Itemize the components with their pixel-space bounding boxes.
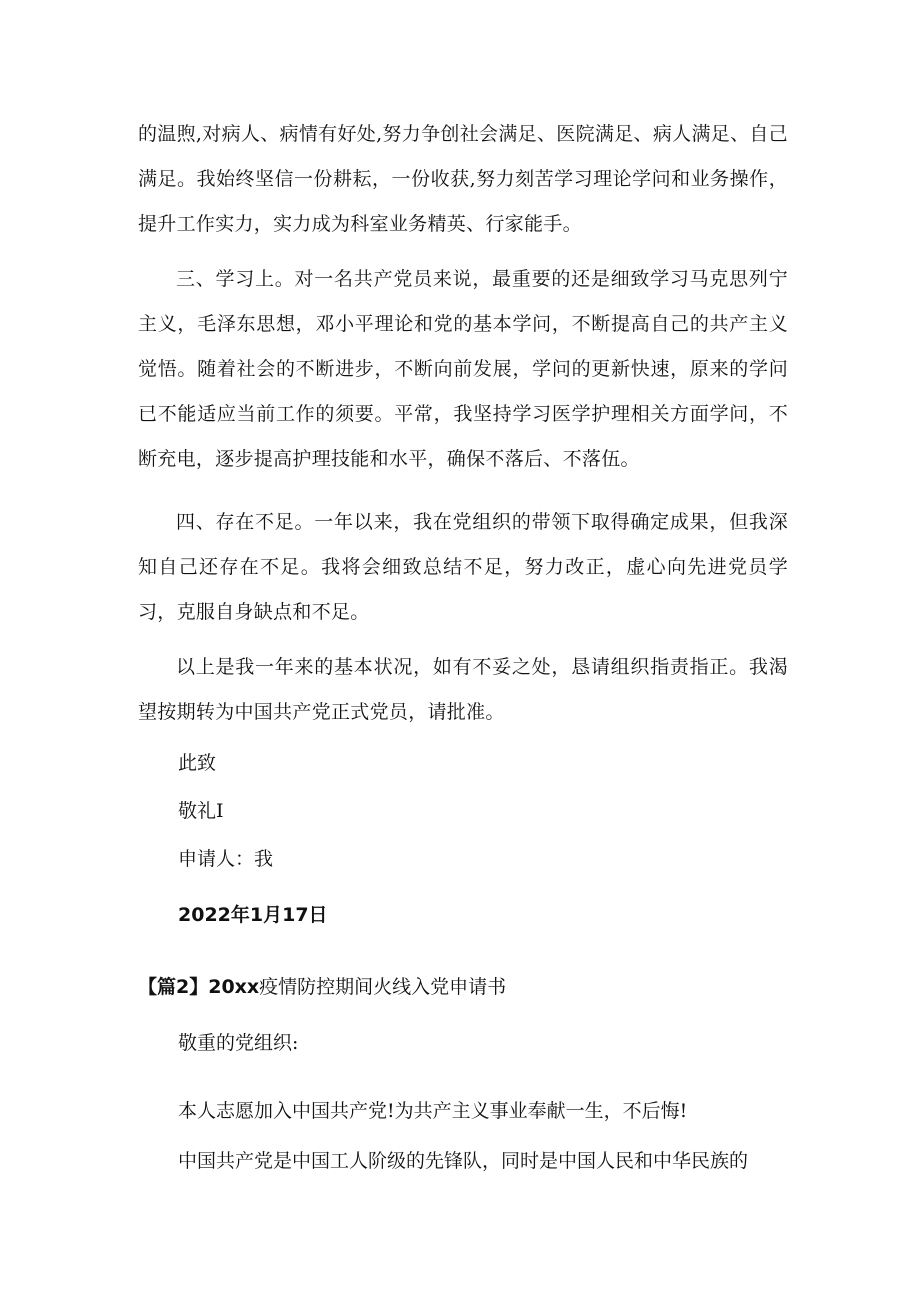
applicant-line: 申请人：我 xyxy=(178,848,274,870)
section2-heading-title: 疫情防控期间火线入党申请书 xyxy=(259,976,507,998)
body-start: 中国共产党是中国工人阶级的先锋队，同时是中国人民和中华民族的 xyxy=(178,1150,749,1172)
section2-heading-prefix: 【篇2】20xx xyxy=(138,976,260,998)
closing-jing-li: 敬礼I xyxy=(178,800,224,822)
paragraph-shortcomings: 四、存在不足。一年以来，我在党组织的带领下取得确定成果，但我深知自己还存在不足。我将会细致总结不足，努力改正，虚心向先进党员学习，克服自身缺点和不足。 xyxy=(138,511,788,623)
closing-ci-zhi: 此致 xyxy=(178,752,217,774)
paragraph-study: 三、学习上。对一名共产党员来说，最重要的还是细致学习马克思列宁主义，毛泽东思想，邓小平理论和党的基本学问，不断提高自己的共产主义觉悟。随着社会的不断进步，不断向前发展，学问的更新快速，原来的学问已不能适应当前工作的须要。平常，我坚持学习医学护理相关方面学问，不断充电，逐步提高护理技能和水平，确保不落后、不落伍。 xyxy=(138,268,788,470)
section2-heading xyxy=(138,972,506,1002)
opening-statement: 本人志愿加入中国共产党!为共产主义事业奉献一生，不后悔! xyxy=(178,1100,688,1122)
paragraph-summary: 以上是我一年来的基本状况，如有不妥之处，恳请组织指责指正。我渴望按期转为中国共产党正式党员，请批准。 xyxy=(138,656,788,723)
paragraph-continuation: 的温煦,对病人、病情有好处,努力争创社会满足、医院满足、病人满足、自己满足。我始终坚信一份耕耘，一份收获,努力刻苦学习理论学问和业务操作，提升工作实力，实力成为科室业务精英、行家能手。 xyxy=(138,123,788,235)
date-line: 2022年1月17日 xyxy=(178,904,328,926)
salutation: 敬重的党组织: xyxy=(178,1032,299,1054)
